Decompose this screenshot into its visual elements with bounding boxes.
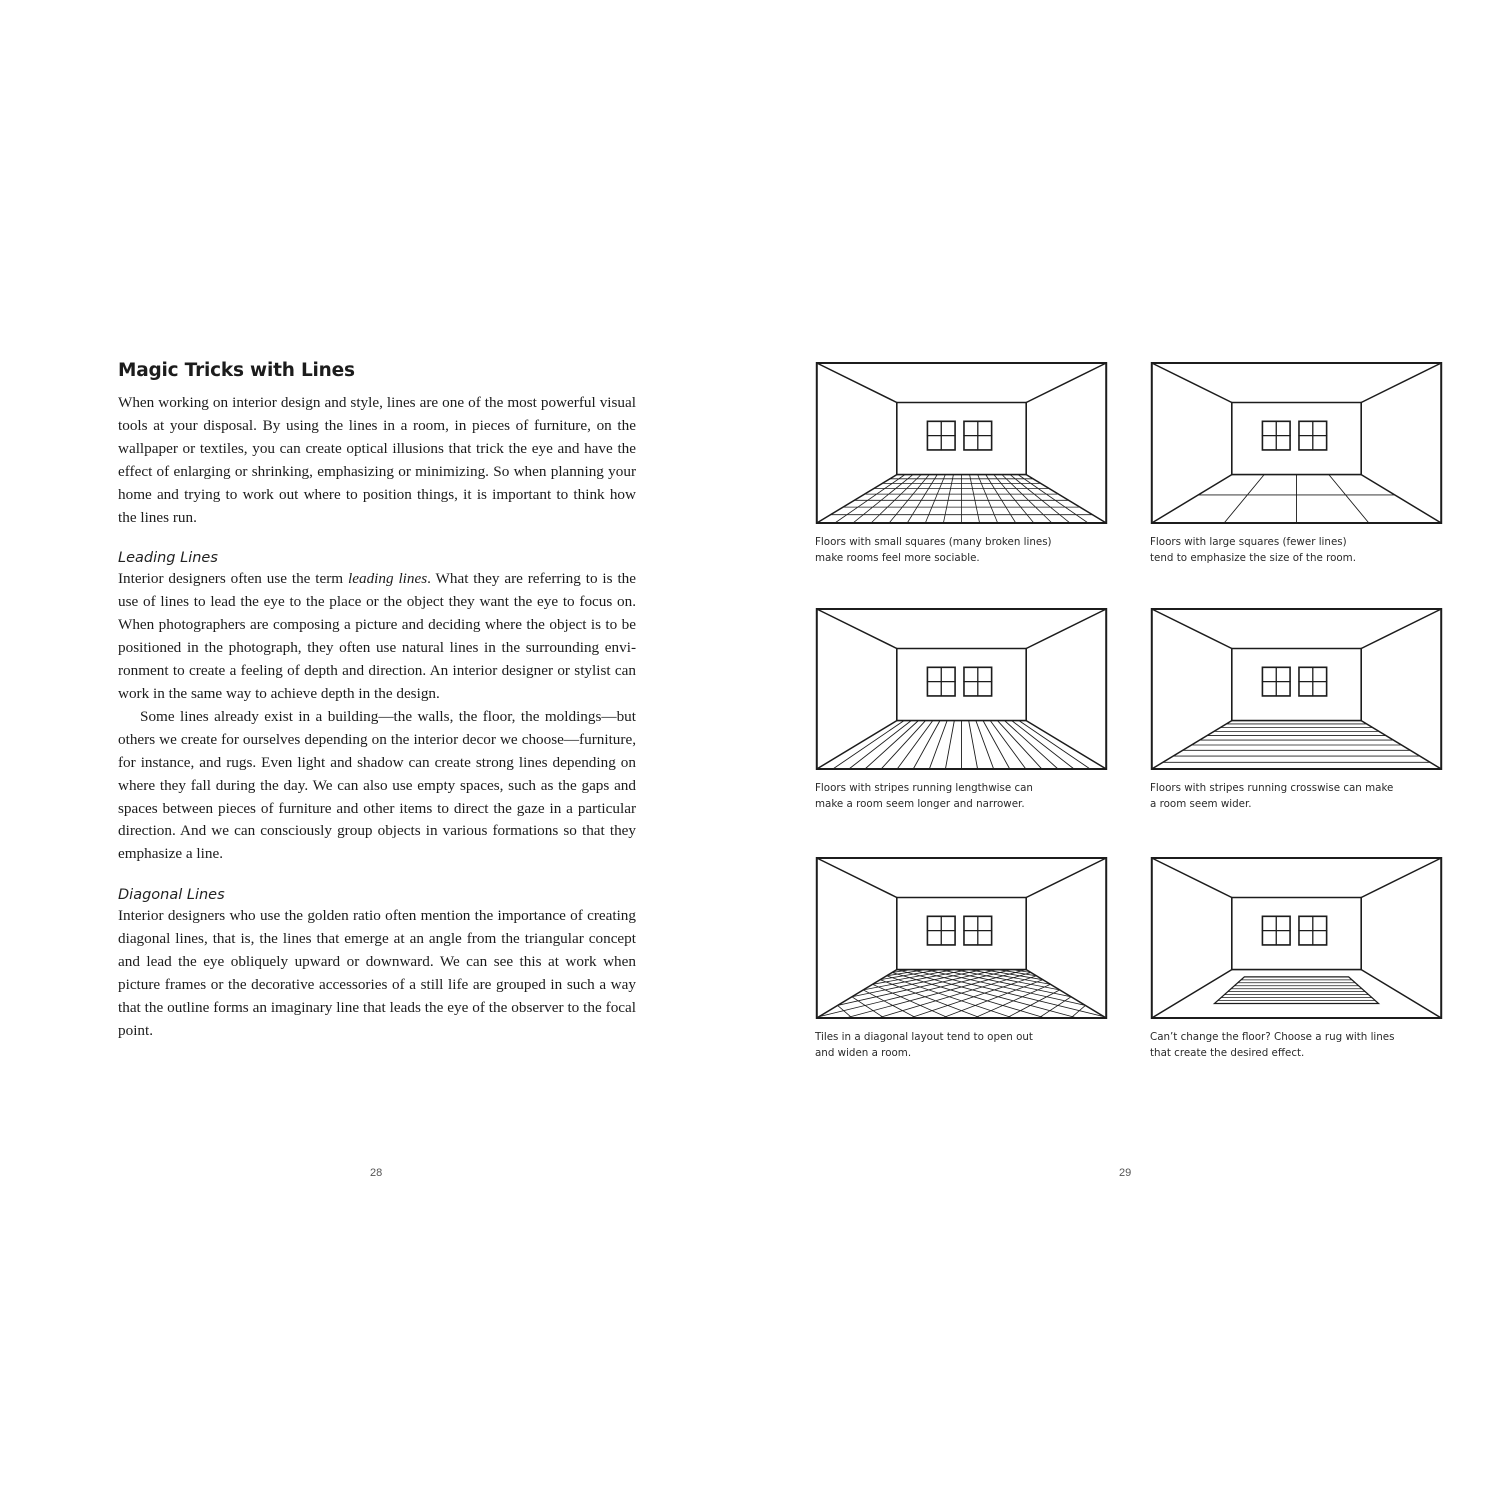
floor-line [815, 970, 852, 1018]
floor-line [925, 475, 945, 523]
window-icon [1262, 916, 1290, 945]
floor-line [871, 475, 921, 523]
corner-line [1152, 363, 1232, 403]
floor-pattern [833, 721, 1090, 769]
leading-lines-paragraph-1 [118, 568, 636, 705]
floor-line [907, 475, 937, 523]
room-illustration [815, 857, 1108, 1019]
floor-line [1224, 475, 1264, 523]
floor-line [983, 970, 1108, 1018]
window-icon [927, 667, 955, 696]
floor-line [986, 475, 1016, 523]
corner-line [817, 858, 897, 898]
back-wall [897, 403, 1026, 475]
floor-line [1007, 970, 1099, 1018]
floor-pattern [815, 970, 1108, 1018]
floor-line [815, 970, 839, 1018]
corner-line [1152, 475, 1232, 523]
floor-line [865, 721, 918, 769]
corner-line [1361, 475, 1441, 523]
room-figure-diagonal-tiles [815, 857, 1108, 1061]
corner-line [1361, 970, 1441, 1018]
floor-line [997, 721, 1041, 769]
floor-line [1055, 970, 1108, 1018]
corner-line [1026, 609, 1106, 649]
corner-line [1026, 475, 1106, 523]
page-number-left: 28 [370, 1167, 383, 1179]
corner-line [1026, 721, 1106, 769]
room-illustration [815, 608, 1108, 770]
floor-line [815, 970, 854, 1018]
corner-line [1026, 858, 1106, 898]
room-figure-small-grid [815, 362, 1108, 566]
floor-line [994, 475, 1034, 523]
window-icon [1299, 916, 1327, 945]
leading-lines-heading: Leading Lines [118, 550, 218, 567]
corner-line [817, 970, 897, 1018]
diagonal-lines-heading: Diagonal Lines [118, 887, 225, 904]
floor-line [1010, 475, 1070, 523]
floor-line [889, 475, 929, 523]
back-wall [1232, 403, 1361, 475]
floor-pattern [1214, 977, 1378, 1004]
room-illustration [1150, 857, 1443, 1019]
window-icon [964, 667, 992, 696]
floor-line [969, 721, 978, 769]
corner-line [817, 609, 897, 649]
floor-line [1039, 970, 1108, 1018]
floor-line [815, 970, 868, 1018]
corner-line [1361, 363, 1441, 403]
room-drawing [1152, 363, 1441, 523]
window-icon [1262, 421, 1290, 450]
figure-caption: Floors with small squares (many broken lines) make rooms feel more sociable. [815, 536, 1052, 564]
floor-line [954, 970, 1108, 1018]
intro-paragraph: When working on interior design and style, lines are one of the most powerful visual tools at your disposal. By using the lines in a room, in pieces of furniture, on the wallpaper or textiles, you can create optical illusions that trick the eye and have the effect of enlarging or shrinking, emphasizing or minimizing. So when planning your home and trying to work out where to position things, it is important to think how the lines run. [118, 394, 636, 526]
room-figure-crosswise-stripes [1150, 608, 1443, 812]
floor-line [853, 475, 913, 523]
corner-line [1361, 609, 1441, 649]
floor-line [881, 721, 925, 769]
window-icon [964, 421, 992, 450]
floor-line [1012, 721, 1074, 769]
floor-pattern [831, 475, 1093, 523]
window-icon [1299, 421, 1327, 450]
floor-line [970, 475, 980, 523]
window-icon [927, 421, 955, 450]
corner-line [817, 475, 897, 523]
corner-line [817, 721, 897, 769]
floor-line [1069, 970, 1108, 1018]
floor-line [1084, 970, 1108, 1018]
corner-line [1152, 609, 1232, 649]
room-illustration [815, 362, 1108, 524]
floor-pattern [1163, 724, 1430, 762]
figure-caption: Can’t change the floor? Choose a rug with lines that create the desired effect. [1150, 1031, 1395, 1059]
floor-line [1002, 475, 1052, 523]
corner-line [1152, 970, 1232, 1018]
floor-line [1005, 721, 1058, 769]
back-wall [1232, 898, 1361, 970]
room-drawing [815, 858, 1108, 1018]
room-illustration [1150, 608, 1443, 770]
page-number-right: 29 [1119, 1167, 1132, 1179]
floor-line [929, 721, 947, 769]
floor-line [913, 721, 940, 769]
figure-caption: Floors with stripes running lengthwise can make a room seem longer and narrower. [815, 782, 1033, 810]
corner-line [817, 363, 897, 403]
room-drawing [817, 363, 1106, 523]
floor-line [976, 721, 994, 769]
back-wall [897, 898, 1026, 970]
leading-term: leading lines [348, 570, 428, 588]
floor-line [846, 970, 1026, 1018]
floor-line [945, 721, 954, 769]
floor-line [815, 970, 940, 1018]
corner-line [1152, 858, 1232, 898]
room-illustration [1150, 362, 1443, 524]
floor-line [1071, 970, 1108, 1018]
floor-line [835, 475, 905, 523]
leading-lines-paragraph-2: Some lines already exist in a building—the walls, the floor, the moldings—but others we create for ourselves depending on the interior decor we choose—furniture, for instance, and rugs. Even light and shadow can create strong lines depending on where they fall during the day. We can also use empty spaces, such as the gaps and spaces between pieces of furniture and other items to direct the gaze in a particular direction. And we can consciously group objects in various formations so that they emphasize a line. [118, 707, 636, 863]
floor-line [1019, 721, 1090, 769]
room-figure-large-grid [1150, 362, 1443, 566]
corner-line [1361, 858, 1441, 898]
room-figure-lengthwise-stripes [815, 608, 1108, 812]
floor-line [1018, 475, 1088, 523]
floor-line [815, 970, 969, 1018]
rug-outline [1214, 977, 1378, 1004]
back-wall [897, 649, 1026, 721]
figure-caption: Tiles in a diagonal layout tend to open out and widen a room. [815, 1031, 1033, 1059]
room-drawing [817, 609, 1106, 769]
room-frame [817, 858, 1106, 1018]
figure-caption: Floors with large squares (fewer lines) tend to emphasize the size of the room. [1150, 536, 1356, 564]
floor-line [849, 721, 911, 769]
diagonal-pattern [815, 970, 1108, 1018]
floor-line [833, 721, 904, 769]
corner-line [1026, 970, 1106, 1018]
diagonal-lines-paragraph: Interior designers who use the golden ratio often mention the importance of creating diagonal lines, that is, the lines that emerge at an angle from the triangular concept and lead the eye obliquely upward or downward. We can see this at work when picture frames or the decorative accessories of a still life are grouped in such a way that the outline forms an imaginary line that leads the eye of the observer to the focal point. [118, 907, 636, 1039]
floor-line [983, 721, 1010, 769]
back-wall [1232, 649, 1361, 721]
leading-text-before: Interior designers often use the term [118, 570, 349, 588]
room-frame [1152, 858, 1441, 1018]
left-page [118, 360, 636, 1043]
corner-line [1026, 363, 1106, 403]
floor-pattern [1198, 475, 1395, 523]
room-drawing [1152, 858, 1441, 1018]
window-icon [1262, 667, 1290, 696]
leading-text-after: . What they are referring to is the use of lines to lead the eye to the place or the object they want the eye to focus on. When photographers are composing a picture and deciding where the object is to be positioned in the photograph, they often use natural lines in the surrounding environment to create a feeling of depth and direction. An interior designer or stylist can work in the same way to achieve depth in the design. [118, 570, 636, 702]
room-drawing [1152, 609, 1441, 769]
window-icon [964, 916, 992, 945]
room-figure-striped-rug [1150, 857, 1443, 1061]
window-icon [927, 916, 955, 945]
floor-line [943, 475, 953, 523]
floor-line [1329, 475, 1369, 523]
floor-line [978, 475, 998, 523]
section-title: Magic Tricks with Lines [118, 360, 355, 381]
figure-caption: Floors with stripes running crosswise can make a room seem wider. [1150, 782, 1394, 810]
window-icon [1299, 667, 1327, 696]
